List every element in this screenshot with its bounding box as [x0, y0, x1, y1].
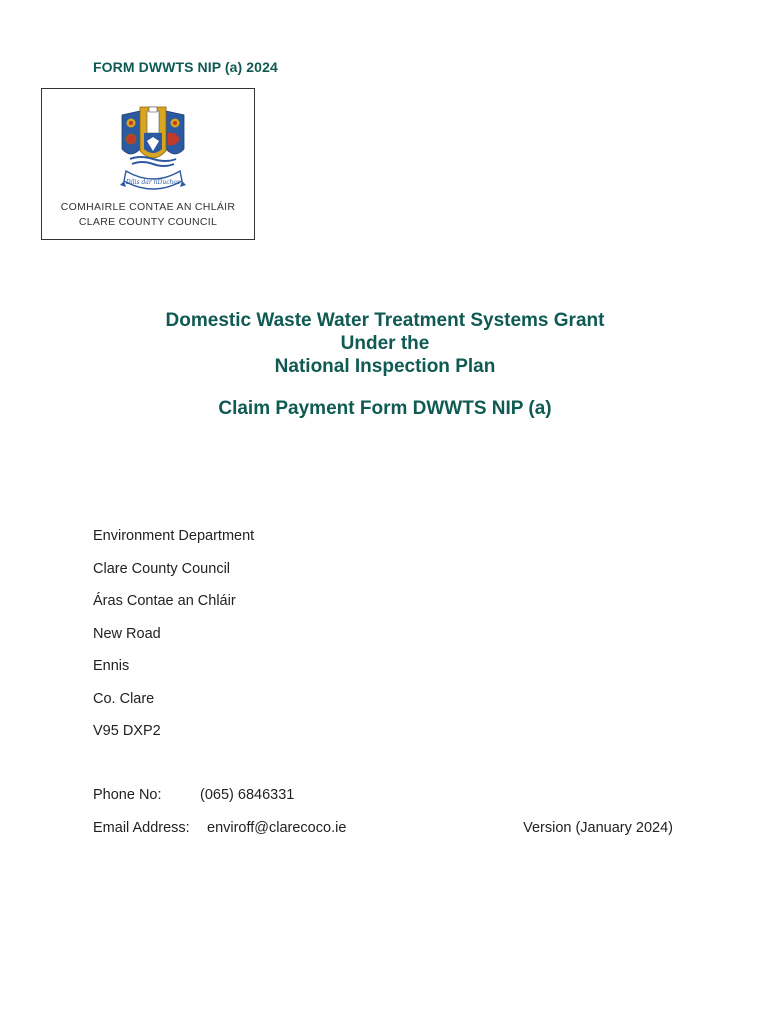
address-line: Environment Department	[93, 528, 255, 544]
title-line-2: Under the	[340, 333, 430, 354]
phone-value: (065) 6846331	[200, 787, 295, 803]
version-label: Version (January 2024)	[523, 820, 673, 836]
address-line: Clare County Council	[93, 560, 231, 577]
crest-motto: Dílis dár nDúchas	[125, 179, 181, 186]
title-line-3: National Inspection Plan	[274, 356, 496, 377]
postal-address	[93, 527, 254, 755]
document-subtitle: Claim Payment Form DWWTS NIP (a)	[218, 398, 552, 419]
email-row	[93, 820, 346, 836]
email-value: enviroff@clarecoco.ie	[207, 820, 347, 836]
clare-county-council-crest-icon	[120, 101, 186, 199]
logo-text-irish: COMHAIRLE CONTAE AN CHLÁIR	[60, 201, 236, 213]
address-line: Co. Clare	[93, 690, 155, 707]
logo-box	[41, 88, 255, 240]
email-label: Email Address:	[93, 820, 190, 836]
title-line-1: Domestic Waste Water Treatment Systems Grant	[165, 310, 605, 331]
phone-row	[93, 787, 294, 803]
address-line: Áras Contae an Chláir	[93, 593, 236, 609]
address-line: Ennis	[93, 658, 130, 674]
form-code: FORM DWWTS NIP (a) 2024	[93, 59, 278, 75]
logo-text-english: CLARE COUNTY COUNCIL	[78, 216, 218, 228]
address-line: New Road	[93, 625, 161, 642]
document-title	[0, 309, 770, 378]
phone-label: Phone No:	[93, 787, 162, 803]
address-line: V95 DXP2	[93, 723, 161, 739]
